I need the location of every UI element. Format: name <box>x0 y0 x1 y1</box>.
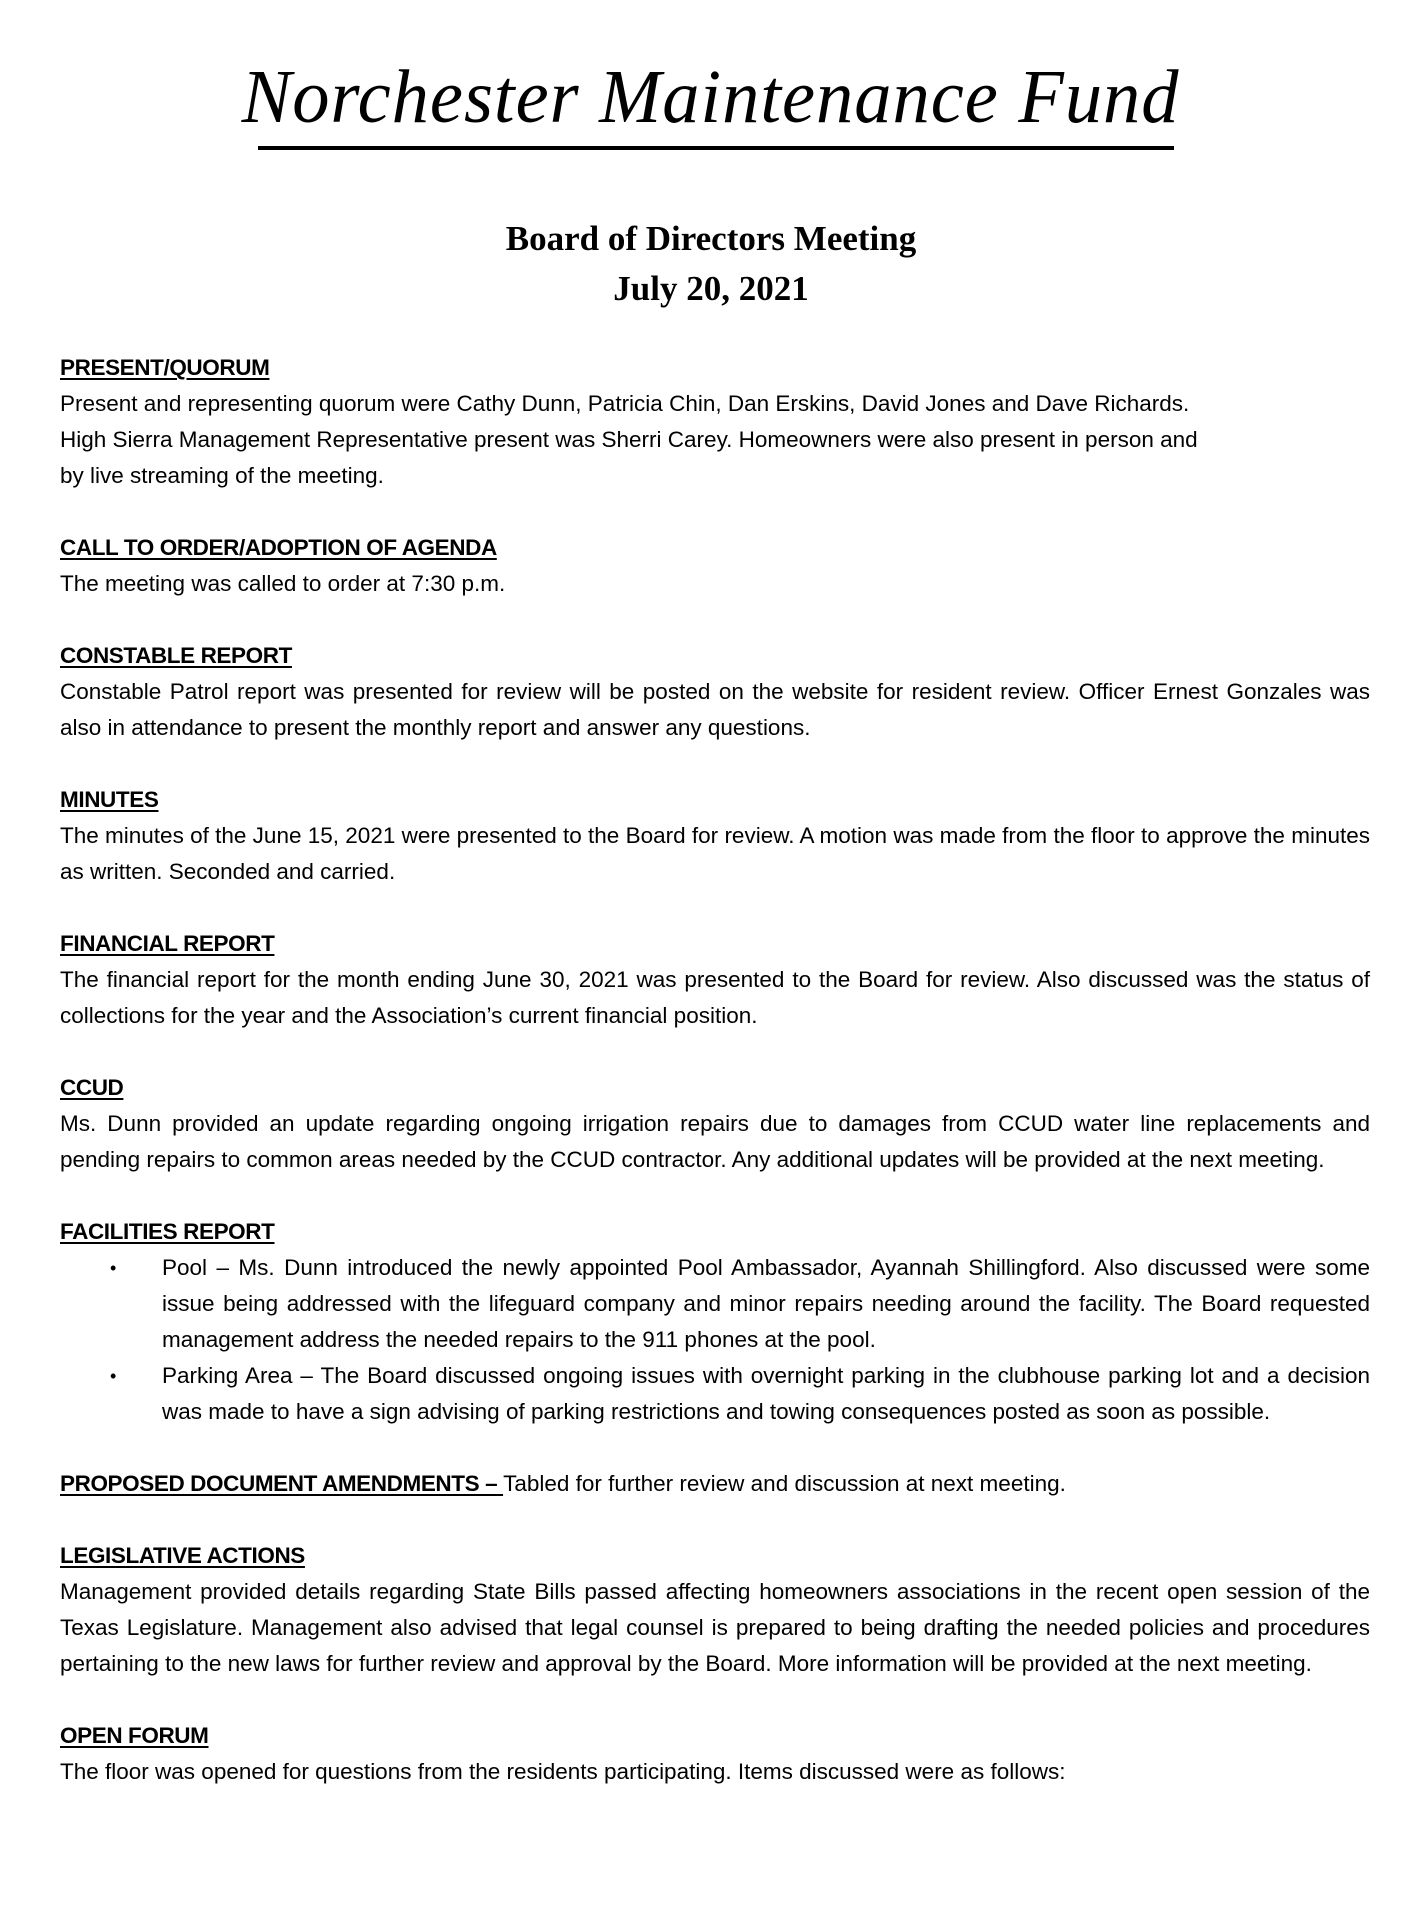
section-financial-report <box>60 926 1370 1034</box>
section-heading: CONSTABLE REPORT <box>60 643 292 668</box>
section-legislative-actions <box>60 1538 1370 1682</box>
section-heading: PROPOSED DOCUMENT AMENDMENTS – <box>60 1471 504 1496</box>
letterhead-divider <box>258 146 1174 150</box>
section-call-to-order <box>60 530 1370 602</box>
section-text: Ms. Dunn provided an update regarding ongoing irrigation repairs due to damages from CCUD water line replacements and pending repairs to common areas needed by the CCUD contractor. Any additional updates will be provided at the next meeting. <box>60 1111 1370 1172</box>
minutes-body <box>60 350 1370 1790</box>
section-facilities-report <box>60 1214 1370 1430</box>
meeting-title: Board of Directors Meeting <box>505 219 917 258</box>
text-line: High Sierra Management Representative present was Sherri Carey. Homeowners were also present in person and <box>60 427 1198 452</box>
section-heading: FINANCIAL REPORT <box>60 931 275 956</box>
section-text: The floor was opened for questions from the residents participating. Items discussed were as follows: <box>60 1759 1066 1784</box>
section-present-quorum <box>60 350 1370 494</box>
section-heading: LEGISLATIVE ACTIONS <box>60 1543 305 1568</box>
inline-text: Tabled for further review and discussion at next meeting. <box>503 1471 1066 1496</box>
section-heading: CALL TO ORDER/ADOPTION OF AGENDA <box>60 535 497 560</box>
section-text <box>60 386 1370 494</box>
section-text: Constable Patrol report was presented for review will be posted on the website for resident review. Officer Ernest Gonzales was also in attendance to present the monthly report and answer any questions. <box>60 679 1370 740</box>
section-proposed-amendments <box>60 1466 1370 1502</box>
section-ccud <box>60 1070 1370 1178</box>
bullet-icon: • <box>110 1258 117 1278</box>
list-item-text: Parking Area – The Board discussed ongoing issues with overnight parking in the clubhouse parking lot and a decision was made to have a sign advising of parking restrictions and towing consequences posted as soon as possible. <box>162 1363 1370 1424</box>
text-line: by live streaming of the meeting. <box>60 463 384 488</box>
letterhead <box>0 52 1422 142</box>
text-line: Present and representing quorum were Cathy Dunn, Patricia Chin, Dan Erskins, David Jones and Dave Richards. <box>60 391 1190 416</box>
section-text: Management provided details regarding State Bills passed affecting homeowners associations in the recent open session of the Texas Legislature. Management also advised that legal counsel is prepared to being drafting the needed policies and procedures pertaining to the new laws for further review and approval by the Board. More information will be provided at the next meeting. <box>60 1579 1370 1676</box>
list-item-text: Pool – Ms. Dunn introduced the newly appointed Pool Ambassador, Ayannah Shillingford. Also discussed were some issue being addressed with the lifeguard company and minor repairs needing around the facility. The Board requested management address the needed repairs to the 911 phones at the pool. <box>162 1255 1370 1352</box>
section-text: The minutes of the June 15, 2021 were presented to the Board for review. A motion was made from the floor to approve the minutes as written. Seconded and carried. <box>60 823 1370 884</box>
section-heading: MINUTES <box>60 787 159 812</box>
organization-name: Norchester Maintenance Fund <box>242 55 1180 139</box>
section-heading: PRESENT/QUORUM <box>60 355 270 380</box>
bullet-icon: • <box>110 1366 117 1386</box>
section-text <box>60 1466 1370 1502</box>
section-heading: FACILITIES REPORT <box>60 1219 275 1244</box>
section-constable-report <box>60 638 1370 746</box>
facilities-list <box>60 1250 1370 1430</box>
section-text: The financial report for the month ending June 30, 2021 was presented to the Board for review. Also discussed was the status of collections for the year and the Association’s current financial position. <box>60 967 1370 1028</box>
section-text: The meeting was called to order at 7:30 p.m. <box>60 571 506 596</box>
section-minutes <box>60 782 1370 890</box>
list-item <box>60 1358 1370 1430</box>
section-open-forum <box>60 1718 1370 1790</box>
section-heading: CCUD <box>60 1075 124 1100</box>
list-item <box>60 1250 1370 1358</box>
meeting-date: July 20, 2021 <box>613 269 809 308</box>
section-heading: OPEN FORUM <box>60 1723 209 1748</box>
